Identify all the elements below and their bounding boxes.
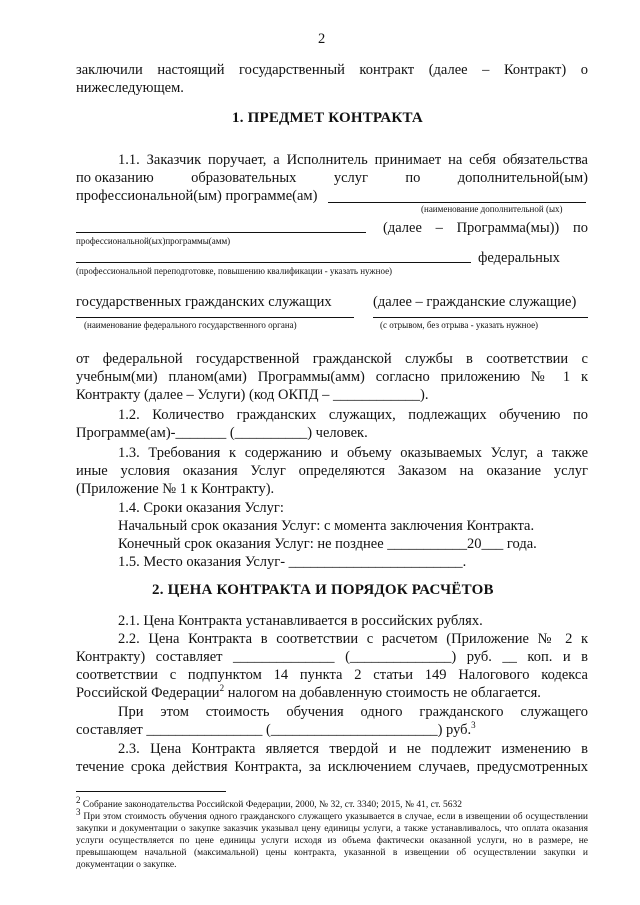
p11-line-6b: (далее – гражданские служащие)	[373, 294, 577, 310]
blank-line-program-2	[76, 232, 366, 233]
footnote-ref-3: 3	[471, 720, 476, 731]
p14-line-3: Конечный срок оказания Услуг: не позднее ___________20___ года.	[118, 536, 537, 552]
p11-line-8: учебным(ми) планом(ами) Программы(амм) согласно приложению № 1 к	[76, 369, 588, 385]
p14-line-2: Начальный срок оказания Услуг: с момента заключения Контракта.	[118, 518, 535, 534]
p11-line-3: профессиональной(ым) программе(ам)	[76, 188, 318, 204]
p13-line-1: 1.3. Требования к содержанию и объему оказываемых Услуг, а также	[118, 445, 588, 461]
footnote-2-number: 2	[76, 794, 81, 805]
footnote-3-number: 3	[76, 806, 81, 817]
p11-line-1: 1.1. Заказчик поручает, а Исполнитель принимает на себя обязательства	[118, 152, 588, 168]
p13-line-3: (Приложение № 1 к Контракту).	[76, 481, 275, 497]
p11-word: дополнительной(ым)	[457, 170, 588, 186]
blank-line-type	[76, 262, 471, 263]
p22-line-4	[76, 684, 541, 702]
p11-word: услуг	[333, 170, 368, 186]
note-program-name: (наименование дополнительной (ых)	[421, 204, 563, 214]
p22-line-1: 2.2. Цена Контракта в соответствии с расчетом (Приложение № 2 к	[118, 631, 588, 647]
footnote-ref-2: 2	[219, 683, 225, 694]
p23-line-2: течение срока действия Контракта, за исключением случаев, предусмотренных	[76, 759, 588, 775]
footnote-separator	[76, 791, 226, 792]
p11-line-2	[76, 169, 588, 187]
p11-word: образовательных	[191, 170, 297, 186]
p22-line-2: Контракту) составляет ______________ (______________) руб. __ коп. и в	[76, 649, 588, 665]
section-1-title: 1. ПРЕДМЕТ КОНТРАКТА	[232, 110, 423, 126]
p22b-text: составляет ________________ (_______________________) руб.	[76, 722, 472, 738]
p22-text: Российской Федерации	[76, 685, 220, 701]
blank-line-agency	[76, 317, 354, 318]
note-mode: (с отрывом, без отрыва - указать нужное)	[380, 320, 539, 330]
p11-line-6a: государственных гражданских служащих	[76, 294, 332, 310]
p23-line-1: 2.3. Цена Контракта является твердой и не подлежит изменению в	[118, 741, 588, 757]
p11-word: по оказанию	[76, 170, 154, 186]
footnote-2-text: Собрание законодательства Российской Федерации, 2000, № 32, ст. 3340; 2015, № 41, ст. 5632	[82, 800, 463, 810]
p22b-line-2	[76, 721, 476, 739]
p22b-line-1: При этом стоимость обучения одного гражданского служащего	[118, 704, 588, 720]
intro-line-2: нижеследующем.	[76, 80, 184, 96]
footnote-3-text: При этом стоимость обучения одного гражданского служащего указывается в случае, если в извещении об осуществлении закупки и документации о закупке заказчик указывал цену единицы услуги, а также устанавливалось, что оплата оказания услуги осуществляется по цене единицы услуги исходя из объема фактически оказанной услуги, но в размере, не превышающем начальной (максимальной) цены контракта, указанной в извещении об осуществлении закупки и документации о закупке.	[76, 812, 589, 870]
p21-line: 2.1. Цена Контракта устанавливается в российских рублях.	[118, 613, 483, 629]
section-2-title: 2. ЦЕНА КОНТРАКТА И ПОРЯДОК РАСЧЁТОВ	[152, 582, 494, 598]
blank-line-mode	[373, 317, 588, 318]
intro-line-1: заключили настоящий государственный контракт (далее – Контракт) о	[76, 62, 588, 78]
p11-line-5: федеральных	[478, 250, 560, 266]
footnote-2	[76, 794, 588, 811]
p13-line-2: иные условия оказания Услуг определяются Заказом на оказание услуг	[76, 463, 588, 479]
note-agency: (наименование федерального государственного органа)	[84, 320, 297, 330]
blank-line-program	[328, 202, 586, 203]
note-type: (профессиональной переподготовке, повышению квалификации - указать нужное)	[76, 266, 393, 276]
page-number: 2	[318, 31, 326, 47]
p14-line-1: 1.4. Сроки оказания Услуг:	[118, 500, 284, 516]
p11-line-7: от федеральной государственной гражданской службы в соответствии с	[76, 351, 588, 367]
p11-word: по	[405, 170, 421, 186]
p12-line-2: Программе(ам)-_______ (__________) человек.	[76, 425, 368, 441]
p22-text: налогом на добавленную стоимость не облагается.	[224, 685, 541, 701]
footnote-3	[76, 806, 589, 871]
p22-line-3: соответствии с подпунктом 14 пункта 2 статьи 149 Налогового кодекса	[76, 667, 588, 683]
p12-line-1: 1.2. Количество гражданских служащих, подлежащих обучению по	[118, 407, 588, 423]
p11-line-4: (далее – Программа(мы)) по	[383, 220, 588, 236]
note-program-name-2: профессиональной(ых)программы(амм)	[76, 236, 231, 246]
p11-line-9: Контракту (далее – Услуги) (код ОКПД – ____________).	[76, 387, 429, 403]
p15-line: 1.5. Место оказания Услуг- ________________________.	[118, 554, 467, 570]
